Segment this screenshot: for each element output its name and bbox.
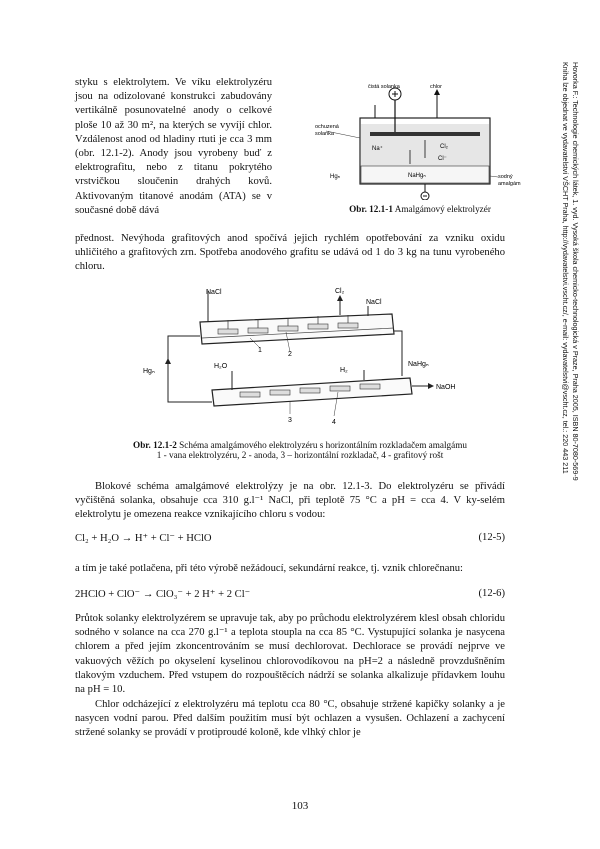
intro-continuation: přednost. Nevýhoda grafitových anod spočívá jejich rychlém opotřebování za vzniku oxidu uhličitého a grafitových zrn. Spotřeba anodového grafitu se udává od 1 do 3 kg na tunu vyrobeného chloru.	[75, 233, 505, 273]
fig2-label-3: 3	[288, 417, 292, 424]
figure2-caption-legend: 1 - vana elektrolyzéru, 2 - anoda, 3 – horizontální rozkladač, 4 - grafitový rošt	[156, 450, 444, 460]
fig1-label-cl2: Cl₂	[440, 144, 448, 150]
equation-12-5-number: (12-5)	[478, 532, 505, 543]
side-citation-note	[561, 62, 582, 582]
fig2-label-h2o: H₂O	[214, 363, 228, 370]
paragraph-chlorine-cooling: Chlor odcházející z elektrolyzéru má teplotu cca 80 °C, obsahuje stržené kapičky solanky a je nasycen vodní parou. Před dalším použitím musí být ochlazen a vysušen. Ochlazení a zachycení stržené solanky se provádí v protiproudé koloně, kde vlhký chlor je	[75, 699, 505, 739]
figure1-caption-text: Amalgámový elektrolyzér	[394, 204, 491, 214]
equation-12-6	[75, 588, 505, 600]
fig1-label-hg: Hgₙ	[330, 174, 341, 180]
fig2-label-naoh: NaOH	[436, 384, 456, 391]
fig2-label-2: 2	[288, 351, 292, 358]
fig2-label-cl2: Cl₂	[335, 288, 345, 295]
fig1-label-chlorine: chlor	[430, 84, 442, 90]
fig2-label-h2: H₂	[340, 367, 348, 374]
fig2-label-nacl-in: NaCl	[206, 289, 222, 296]
page-number: 103	[291, 800, 309, 812]
fig1-label-depleted: ochuzená	[315, 124, 339, 130]
fig1-label-cl: Cl⁻	[438, 156, 447, 162]
side-note-line1: Hovorka F.: Technologie chemických látek, 1. vyd. Vysoká škola chemicko-technologická v Praze, Praha 2005, ISBN 80-7080-569-9	[571, 62, 580, 481]
figure-amalgam-electrolyzer-scheme	[140, 286, 470, 434]
fig1-label-brine: solanka	[315, 131, 334, 137]
figure1-diagram	[310, 80, 535, 200]
fig2-label-hg: Hgₙ	[143, 368, 155, 375]
equation-12-6-formula: 2HClO + ClO⁻ → ClO₃⁻ + 2 H⁺ + 2 Cl⁻	[75, 589, 251, 600]
paragraph-brine-flow: Průtok solanky elektrolyzérem se upravuje tak, aby po průchodu elektrolyzérem klesl obsah chloridu sodného v solance na cca 270 g.l⁻¹ a teplota stoupla na cca 85 °C. Vystupující solanka je nasycena chlorem a před jejím zkoncentrováním se musí dechlorovat. Dechlorace se provádí nejprve ve vakuových věžích po okyselení kyselinou chlorovodíkovou na pH=2 a následně provzdušněním tlakovým vzduchem. Před vstupem do rozpouštěcích nádrží se solanka alkalizuje přídavkem louhu na pH = 10.	[75, 613, 505, 696]
figure2-caption	[75, 440, 525, 460]
fig1-label-amalgam: amalgám	[498, 181, 521, 187]
figure1-caption	[320, 204, 520, 214]
paragraph-chlorate: a tím je také potlačena, při této výrobě nežádoucí, sekundární reakce, tj. vznik chlorečnanu:	[75, 563, 463, 574]
fig2-label-nahg: NaHgₙ	[408, 361, 429, 368]
fig2-label-4: 4	[332, 419, 336, 426]
equation-12-6-number: (12-6)	[478, 588, 505, 599]
fig2-label-1: 1	[258, 347, 262, 354]
fig1-label-pure-brine-1: čistá solanka	[368, 84, 400, 90]
intro-paragraph: styku s elektrolytem. Ve víku elektrolyzéru jsou na odizolované konstrukci zabudovány vertikálně posunovatelné anody o celkové ploše 10 až 30 m², na kterých se vyvíjí chlor. Vzdálenost anod od hladiny rtuti je cca 3 mm (obr. 12.1-2). Anody jsou vyrobeny buď z elektrografitu, nebo z titanu pokrytého vrstvičkou sloučenin drahých kovů. Aktivovaným titanové anodám (ATA) se v současné době dává	[75, 77, 272, 216]
fig1-label-na: Na⁺	[372, 146, 383, 152]
fig1-label-nahg: NaHgₙ	[408, 173, 426, 179]
figure1-caption-number: Obr. 12.1-1	[349, 204, 393, 214]
equation-12-5	[75, 532, 505, 544]
figure-amalgam-electrolyzer	[310, 80, 535, 200]
equation-12-5-formula: Cl₂ + H₂O → H⁺ + Cl⁻ + HClO	[75, 533, 212, 544]
figure2-diagram	[140, 286, 470, 434]
paragraph-block-scheme: Blokové schéma amalgámové elektrolýzy je na obr. 12.1-3. Do elektrolyzéru se přivádí vyčištěná solanka, obsahuje cca 310 g.l⁻¹ NaCl, při teplotě 75 °C a pH = cca 4. V ky-selém elektrolytu je omezena reakce vznikajícího chloru s vodou:	[75, 481, 505, 521]
fig2-label-nacl-out: NaCl	[366, 299, 382, 306]
figure2-caption-number: Obr. 12.1-2	[133, 440, 177, 450]
figure2-caption-text: Schéma amalgámového elektrolyzéru s horizontálním rozkladačem amalgámu	[179, 440, 467, 450]
side-note-line2: Kniha lze objednat ve vydavatelství VŠCHT Praha, http://vydavatelstvi.vscht.cz/, e-mail: vydavatelstvi@vscht.cz, tel.: 220 443 211	[561, 62, 570, 474]
fig1-label-sodium: sodný	[498, 174, 513, 180]
